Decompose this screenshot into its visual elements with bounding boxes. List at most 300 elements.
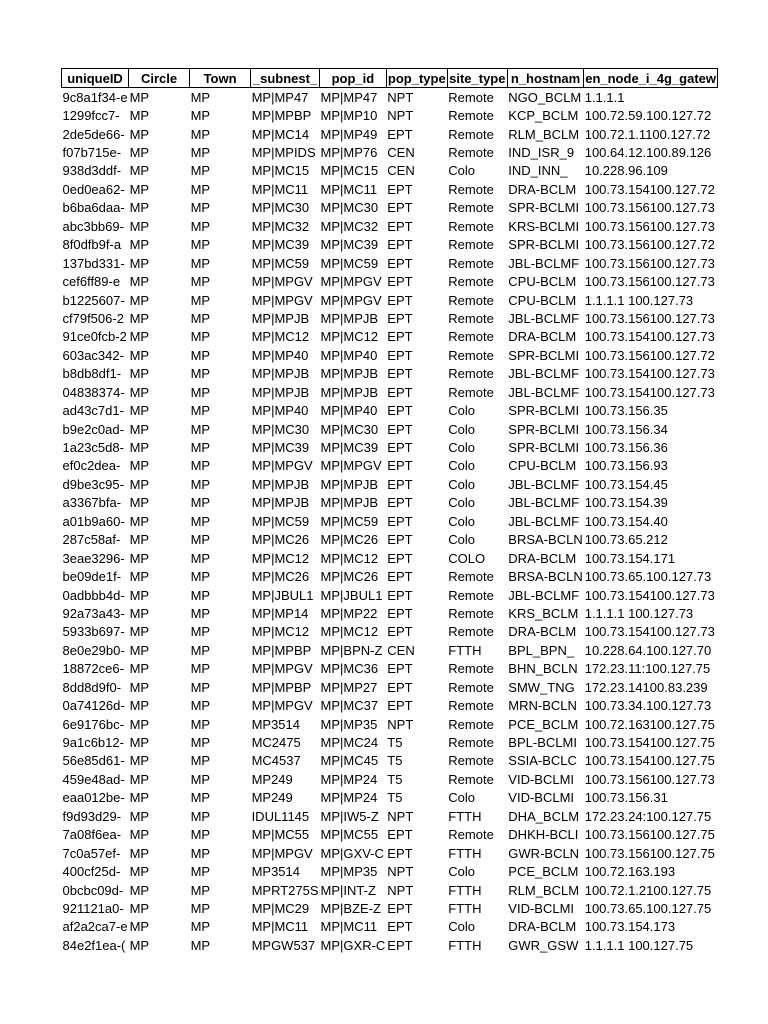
pop-id-cell[interactable]: MP|MC36 bbox=[320, 661, 379, 677]
site-type-cell[interactable]: Remote bbox=[448, 735, 494, 751]
town-cell[interactable]: MP bbox=[190, 403, 211, 419]
node-ip-gateway-cell[interactable]: 100.72.1.1100.127.72 bbox=[584, 126, 711, 142]
pop-type-cell[interactable]: EPT bbox=[387, 900, 413, 916]
pop-id-cell[interactable]: MP|MC39 bbox=[320, 440, 379, 456]
circle-cell[interactable]: MP bbox=[129, 587, 150, 603]
site-type-cell[interactable]: FTTH bbox=[448, 937, 482, 953]
pop-id-cell[interactable]: MP|GXV-C bbox=[320, 845, 384, 861]
subnest-cell[interactable]: MP3514 bbox=[251, 864, 300, 880]
node-ip-gateway-cell[interactable]: 100.73.156100.127.73 bbox=[584, 274, 715, 290]
hostname-cell[interactable]: CPU-BCLM bbox=[508, 274, 577, 290]
town-cell[interactable]: MP bbox=[190, 108, 211, 124]
site-type-cell[interactable]: Remote bbox=[448, 698, 494, 714]
subnest-cell[interactable]: MP|MP14 bbox=[251, 605, 309, 621]
pop-type-cell[interactable]: EPT bbox=[387, 937, 413, 953]
circle-cell[interactable]: MP bbox=[129, 329, 150, 345]
unique-id-cell[interactable]: 0adbbb4d- bbox=[62, 587, 125, 603]
pop-type-cell[interactable]: EPT bbox=[387, 237, 413, 253]
node-ip-gateway-cell[interactable]: 100.73.156100.127.75 bbox=[584, 827, 715, 843]
pop-type-cell[interactable]: EPT bbox=[387, 255, 413, 271]
site-type-cell[interactable]: Remote bbox=[448, 347, 494, 363]
header-circle[interactable]: Circle bbox=[129, 69, 190, 88]
subnest-cell[interactable]: IDUL1145 bbox=[251, 808, 310, 824]
hostname-cell[interactable]: VID-BCLMI bbox=[508, 771, 575, 787]
circle-cell[interactable]: MP bbox=[129, 919, 150, 935]
subnest-cell[interactable]: MP|MPJB bbox=[251, 366, 310, 382]
pop-type-cell[interactable]: EPT bbox=[387, 827, 413, 843]
hostname-cell[interactable]: IND_INN_ bbox=[508, 163, 568, 179]
hostname-cell[interactable]: BHN_BCLN bbox=[508, 661, 578, 677]
pop-type-cell[interactable]: EPT bbox=[387, 200, 413, 216]
pop-id-cell[interactable]: MP|MC12 bbox=[320, 550, 379, 566]
node-ip-gateway-cell[interactable]: 100.73.154100.127.73 bbox=[584, 384, 715, 400]
site-type-cell[interactable]: FTTH bbox=[448, 900, 482, 916]
circle-cell[interactable]: MP bbox=[129, 605, 150, 621]
circle-cell[interactable]: MP bbox=[129, 108, 150, 124]
town-cell[interactable]: MP bbox=[190, 421, 211, 437]
town-cell[interactable]: MP bbox=[190, 513, 211, 529]
circle-cell[interactable]: MP bbox=[129, 569, 150, 585]
pop-type-cell[interactable]: NPT bbox=[387, 864, 414, 880]
header-uniqueid[interactable]: uniqueID bbox=[62, 69, 129, 88]
site-type-cell[interactable]: Colo bbox=[448, 864, 476, 880]
town-cell[interactable]: MP bbox=[190, 569, 211, 585]
site-type-cell[interactable]: Remote bbox=[448, 200, 494, 216]
hostname-cell[interactable]: JBL-BCLMF bbox=[508, 255, 580, 271]
pop-id-cell[interactable]: MP|MP40 bbox=[320, 403, 378, 419]
node-ip-gateway-cell[interactable]: 100.73.65.100.127.73 bbox=[584, 569, 712, 585]
pop-type-cell[interactable]: NPT bbox=[387, 108, 414, 124]
site-type-cell[interactable]: Colo bbox=[448, 440, 476, 456]
circle-cell[interactable]: MP bbox=[129, 550, 150, 566]
subnest-cell[interactable]: MP|MPGV bbox=[251, 698, 313, 714]
hostname-cell[interactable]: VID-BCLMI bbox=[508, 790, 575, 806]
pop-id-cell[interactable]: MP|MC11 bbox=[320, 181, 378, 197]
node-ip-gateway-cell[interactable]: 100.73.156.93 bbox=[584, 458, 668, 474]
hostname-cell[interactable]: GWR-BCLN bbox=[508, 845, 580, 861]
node-ip-gateway-cell[interactable]: 100.72.59.100.127.72 bbox=[584, 108, 712, 124]
node-ip-gateway-cell[interactable]: 100.73.156.36 bbox=[584, 440, 668, 456]
site-type-cell[interactable]: COLO bbox=[448, 550, 486, 566]
pop-type-cell[interactable]: CEN bbox=[387, 642, 415, 658]
circle-cell[interactable]: MP bbox=[129, 771, 150, 787]
site-type-cell[interactable]: Colo bbox=[448, 919, 476, 935]
circle-cell[interactable]: MP bbox=[129, 845, 150, 861]
town-cell[interactable]: MP bbox=[190, 864, 211, 880]
header-pop-id[interactable]: pop_id bbox=[320, 69, 387, 88]
town-cell[interactable]: MP bbox=[190, 458, 211, 474]
pop-id-cell[interactable]: MP|MP35 bbox=[320, 716, 378, 732]
site-type-cell[interactable]: Remote bbox=[448, 679, 494, 695]
node-ip-gateway-cell[interactable]: 100.64.12.100.89.126 bbox=[584, 145, 712, 161]
town-cell[interactable]: MP bbox=[190, 310, 211, 326]
hostname-cell[interactable]: SPR-BCLMI bbox=[508, 237, 580, 253]
header-town[interactable]: Town bbox=[190, 69, 251, 88]
site-type-cell[interactable]: Remote bbox=[448, 569, 494, 585]
town-cell[interactable]: MP bbox=[190, 440, 211, 456]
circle-cell[interactable]: MP bbox=[129, 237, 150, 253]
subnest-cell[interactable]: MP|MC12 bbox=[251, 624, 310, 640]
site-type-cell[interactable]: Remote bbox=[448, 587, 494, 603]
pop-id-cell[interactable]: MP|MC59 bbox=[320, 255, 379, 271]
hostname-cell[interactable]: BPL-BCLMI bbox=[508, 735, 577, 751]
site-type-cell[interactable]: Colo bbox=[448, 495, 476, 511]
subnest-cell[interactable]: MP|MPGV bbox=[251, 292, 313, 308]
pop-type-cell[interactable]: T5 bbox=[387, 771, 403, 787]
site-type-cell[interactable]: Colo bbox=[448, 532, 476, 548]
header-pop-type[interactable]: pop_type bbox=[387, 70, 446, 86]
node-ip-gateway-cell[interactable]: 100.73.156100.127.72 bbox=[584, 237, 715, 253]
circle-cell[interactable]: MP bbox=[129, 661, 150, 677]
circle-cell[interactable]: MP bbox=[129, 440, 150, 456]
site-type-cell[interactable]: FTTH bbox=[448, 882, 482, 898]
pop-type-cell[interactable]: EPT bbox=[387, 366, 413, 382]
unique-id-cell[interactable]: b1225607- bbox=[62, 292, 125, 308]
unique-id-cell[interactable]: a01b9a60- bbox=[62, 513, 125, 529]
site-type-cell[interactable]: Remote bbox=[448, 292, 494, 308]
site-type-cell[interactable]: Colo bbox=[448, 458, 476, 474]
node-ip-gateway-cell[interactable]: 172.23.11:100.127.75 bbox=[584, 661, 711, 677]
subnest-cell[interactable]: MP|MC39 bbox=[251, 440, 310, 456]
node-ip-gateway-cell[interactable]: 100.73.156100.127.73 bbox=[584, 200, 715, 216]
hostname-cell[interactable]: PCE_BCLM bbox=[508, 716, 579, 732]
pop-id-cell[interactable]: MP|MPGV bbox=[320, 458, 382, 474]
header-node-ip-gateway[interactable]: en_node_i_4g_gatew bbox=[585, 70, 716, 86]
town-cell[interactable]: MP bbox=[190, 919, 211, 935]
hostname-cell[interactable]: JBL-BCLMF bbox=[508, 310, 580, 326]
hostname-cell[interactable]: SPR-BCLMI bbox=[508, 403, 580, 419]
unique-id-cell[interactable]: 56e85d61- bbox=[62, 753, 125, 769]
unique-id-cell[interactable]: cef6ff89-e bbox=[62, 274, 121, 290]
hostname-cell[interactable]: DHA_BCLM bbox=[508, 808, 580, 824]
circle-cell[interactable]: MP bbox=[129, 900, 150, 916]
node-ip-gateway-cell[interactable]: 172.23.24:100.127.75 bbox=[584, 808, 712, 824]
circle-cell[interactable]: MP bbox=[129, 735, 150, 751]
town-cell[interactable]: MP bbox=[190, 771, 211, 787]
unique-id-cell[interactable]: 938d3ddf- bbox=[62, 163, 122, 179]
subnest-cell[interactable]: MP|MP40 bbox=[251, 347, 309, 363]
hostname-cell[interactable]: RLM_BCLM bbox=[508, 882, 580, 898]
town-cell[interactable]: MP bbox=[190, 624, 211, 640]
subnest-cell[interactable]: MP249 bbox=[251, 771, 293, 787]
pop-type-cell[interactable]: EPT bbox=[387, 421, 413, 437]
pop-id-cell[interactable]: MP|GXR-C bbox=[320, 937, 386, 953]
circle-cell[interactable]: MP bbox=[129, 679, 150, 695]
node-ip-gateway-cell[interactable]: 100.73.154.171 bbox=[584, 550, 676, 566]
subnest-cell[interactable]: MP3514 bbox=[251, 716, 300, 732]
subnest-cell[interactable]: MP|MC39 bbox=[251, 237, 310, 253]
town-cell[interactable]: MP bbox=[190, 495, 211, 511]
circle-cell[interactable]: MP bbox=[129, 310, 150, 326]
hostname-cell[interactable]: PCE_BCLM bbox=[508, 864, 579, 880]
pop-type-cell[interactable]: EPT bbox=[387, 126, 413, 142]
pop-id-cell[interactable]: MP|MP24 bbox=[320, 771, 378, 787]
pop-id-cell[interactable]: MP|MP24 bbox=[320, 790, 378, 806]
unique-id-cell[interactable]: 84e2f1ea-( bbox=[62, 937, 126, 953]
site-type-cell[interactable]: Remote bbox=[448, 218, 494, 234]
unique-id-cell[interactable]: 287c58af- bbox=[62, 532, 121, 548]
subnest-cell[interactable]: MP|MPBP bbox=[251, 642, 312, 658]
pop-id-cell[interactable]: MP|MPJB bbox=[320, 384, 379, 400]
pop-id-cell[interactable]: MP|MP47 bbox=[320, 89, 378, 105]
subnest-cell[interactable]: MP|MPGV bbox=[251, 274, 313, 290]
circle-cell[interactable]: MP bbox=[129, 495, 150, 511]
hostname-cell[interactable]: JBL-BCLMF bbox=[508, 366, 580, 382]
node-ip-gateway-cell[interactable]: 100.72.163100.127.75 bbox=[584, 716, 715, 732]
unique-id-cell[interactable]: 04838374- bbox=[62, 384, 125, 400]
site-type-cell[interactable]: Colo bbox=[448, 476, 476, 492]
circle-cell[interactable]: MP bbox=[129, 181, 150, 197]
hostname-cell[interactable]: DRA-BCLM bbox=[508, 919, 577, 935]
pop-type-cell[interactable]: EPT bbox=[387, 605, 413, 621]
node-ip-gateway-cell[interactable]: 100.73.154.45 bbox=[584, 476, 668, 492]
hostname-cell[interactable]: JBL-BCLMF bbox=[508, 587, 580, 603]
node-ip-gateway-cell[interactable]: 1.1.1.1 100.127.73 bbox=[584, 292, 694, 308]
subnest-cell[interactable]: MP|MPGV bbox=[251, 845, 313, 861]
hostname-cell[interactable]: DRA-BCLM bbox=[508, 550, 577, 566]
site-type-cell[interactable]: Remote bbox=[448, 329, 494, 345]
subnest-cell[interactable]: MP|MC30 bbox=[251, 421, 310, 437]
pop-type-cell[interactable]: EPT bbox=[387, 587, 413, 603]
pop-id-cell[interactable]: MP|MPJB bbox=[320, 310, 379, 326]
pop-type-cell[interactable]: CEN bbox=[387, 163, 415, 179]
node-ip-gateway-cell[interactable]: 100.73.154100.127.73 bbox=[584, 624, 715, 640]
circle-cell[interactable]: MP bbox=[129, 274, 150, 290]
node-ip-gateway-cell[interactable]: 100.72.163.193 bbox=[584, 864, 676, 880]
subnest-cell[interactable]: MP|MPIDS bbox=[251, 145, 316, 161]
unique-id-cell[interactable]: af2a2ca7-e bbox=[62, 919, 128, 935]
site-type-cell[interactable]: Remote bbox=[448, 771, 494, 787]
hostname-cell[interactable]: SPR-BCLMI bbox=[508, 347, 580, 363]
node-ip-gateway-cell[interactable]: 100.73.156100.127.72 bbox=[584, 347, 715, 363]
subnest-cell[interactable]: MP|MPGV bbox=[251, 661, 313, 677]
hostname-cell[interactable]: CPU-BCLM bbox=[508, 292, 577, 308]
site-type-cell[interactable]: Remote bbox=[448, 605, 494, 621]
site-type-cell[interactable]: Remote bbox=[448, 753, 494, 769]
unique-id-cell[interactable]: 400cf25d- bbox=[62, 864, 121, 880]
node-ip-gateway-cell[interactable]: 100.73.65.100.127.75 bbox=[584, 900, 712, 916]
town-cell[interactable]: MP bbox=[190, 476, 211, 492]
unique-id-cell[interactable]: d9be3c95- bbox=[62, 476, 124, 492]
town-cell[interactable]: MP bbox=[190, 716, 211, 732]
unique-id-cell[interactable]: 7a08f6ea- bbox=[62, 827, 122, 843]
pop-type-cell[interactable]: EPT bbox=[387, 347, 413, 363]
subnest-cell[interactable]: MP|MPGV bbox=[251, 458, 313, 474]
pop-type-cell[interactable]: EPT bbox=[387, 550, 413, 566]
subnest-cell[interactable]: MP|MC11 bbox=[251, 181, 309, 197]
unique-id-cell[interactable]: 8f0dfb9f-a bbox=[62, 237, 122, 253]
pop-id-cell[interactable]: MP|MC37 bbox=[320, 698, 379, 714]
unique-id-cell[interactable]: 2de5de66- bbox=[62, 126, 125, 142]
unique-id-cell[interactable]: 6e9176bc- bbox=[62, 716, 124, 732]
town-cell[interactable]: MP bbox=[190, 808, 211, 824]
subnest-cell[interactable]: MP|MPJB bbox=[251, 495, 310, 511]
pop-type-cell[interactable]: EPT bbox=[387, 458, 413, 474]
node-ip-gateway-cell[interactable]: 100.73.156.34 bbox=[584, 421, 668, 437]
unique-id-cell[interactable]: abc3bb69- bbox=[62, 218, 124, 234]
hostname-cell[interactable]: DRA-BCLM bbox=[508, 329, 577, 345]
town-cell[interactable]: MP bbox=[190, 329, 211, 345]
pop-type-cell[interactable]: EPT bbox=[387, 698, 413, 714]
hostname-cell[interactable]: RLM_BCLM bbox=[508, 126, 580, 142]
hostname-cell[interactable]: GWR_GSW bbox=[508, 937, 579, 953]
town-cell[interactable]: MP bbox=[190, 679, 211, 695]
circle-cell[interactable]: MP bbox=[129, 790, 150, 806]
header-hostname[interactable]: n_hostnam bbox=[507, 69, 583, 88]
hostname-cell[interactable]: DRA-BCLM bbox=[508, 624, 577, 640]
node-ip-gateway-cell[interactable]: 100.73.154.173 bbox=[584, 919, 676, 935]
node-ip-gateway-cell[interactable]: 100.73.154100.127.73 bbox=[584, 587, 715, 603]
unique-id-cell[interactable]: 0a74126d- bbox=[62, 698, 125, 714]
pop-id-cell[interactable]: MP|MC24 bbox=[320, 735, 379, 751]
unique-id-cell[interactable]: b8db8df1- bbox=[62, 366, 122, 382]
town-cell[interactable]: MP bbox=[190, 366, 211, 382]
site-type-cell[interactable]: Remote bbox=[448, 827, 494, 843]
site-type-cell[interactable]: Remote bbox=[448, 237, 494, 253]
subnest-cell[interactable]: MP|MPBP bbox=[251, 108, 312, 124]
pop-id-cell[interactable]: MP|MC30 bbox=[320, 200, 379, 216]
site-type-cell[interactable]: Remote bbox=[448, 366, 494, 382]
site-type-cell[interactable]: Remote bbox=[448, 384, 494, 400]
site-type-cell[interactable]: Remote bbox=[448, 255, 494, 271]
subnest-cell[interactable]: MP|MC55 bbox=[251, 827, 310, 843]
pop-type-cell[interactable]: EPT bbox=[387, 274, 413, 290]
circle-cell[interactable]: MP bbox=[129, 200, 150, 216]
pop-id-cell[interactable]: MP|MPGV bbox=[320, 274, 382, 290]
subnest-cell[interactable]: MP|MC26 bbox=[251, 569, 310, 585]
pop-id-cell[interactable]: MP|MC26 bbox=[320, 532, 379, 548]
unique-id-cell[interactable]: 1a23c5d8- bbox=[62, 440, 124, 456]
hostname-cell[interactable]: JBL-BCLMF bbox=[508, 476, 580, 492]
pop-type-cell[interactable]: NPT bbox=[387, 716, 414, 732]
town-cell[interactable]: MP bbox=[190, 845, 211, 861]
circle-cell[interactable]: MP bbox=[129, 753, 150, 769]
pop-id-cell[interactable]: MP|MC15 bbox=[320, 163, 379, 179]
pop-type-cell[interactable]: EPT bbox=[387, 310, 413, 326]
site-type-cell[interactable]: Colo bbox=[448, 163, 476, 179]
pop-id-cell[interactable]: MP|MP76 bbox=[320, 145, 378, 161]
pop-type-cell[interactable]: CEN bbox=[387, 145, 415, 161]
town-cell[interactable]: MP bbox=[190, 200, 211, 216]
site-type-cell[interactable]: Remote bbox=[448, 126, 494, 142]
circle-cell[interactable]: MP bbox=[129, 347, 150, 363]
subnest-cell[interactable]: MP|MC12 bbox=[251, 329, 310, 345]
site-type-cell[interactable]: Remote bbox=[448, 181, 494, 197]
town-cell[interactable]: MP bbox=[190, 292, 211, 308]
site-type-cell[interactable]: Remote bbox=[448, 89, 494, 105]
town-cell[interactable]: MP bbox=[190, 89, 211, 105]
pop-type-cell[interactable]: EPT bbox=[387, 624, 413, 640]
hostname-cell[interactable]: JBL-BCLMF bbox=[508, 384, 580, 400]
circle-cell[interactable]: MP bbox=[129, 292, 150, 308]
pop-type-cell[interactable]: EPT bbox=[387, 569, 413, 585]
hostname-cell[interactable]: SPR-BCLMI bbox=[508, 440, 580, 456]
circle-cell[interactable]: MP bbox=[129, 218, 150, 234]
pop-type-cell[interactable]: EPT bbox=[387, 181, 413, 197]
node-ip-gateway-cell[interactable]: 100.73.154100.127.73 bbox=[584, 329, 715, 345]
pop-type-cell[interactable]: T5 bbox=[387, 753, 403, 769]
unique-id-cell[interactable]: 921121a0- bbox=[62, 900, 124, 916]
subnest-cell[interactable]: MP|MC26 bbox=[251, 532, 310, 548]
unique-id-cell[interactable]: 18872ce6- bbox=[62, 661, 124, 677]
pop-id-cell[interactable]: MP|MPGV bbox=[320, 292, 382, 308]
header-subnest[interactable]: _subnest_ bbox=[251, 69, 320, 88]
site-type-cell[interactable]: Remote bbox=[448, 716, 494, 732]
hostname-cell[interactable]: MRN-BCLN bbox=[508, 698, 577, 714]
circle-cell[interactable]: MP bbox=[129, 808, 150, 824]
node-ip-gateway-cell[interactable]: 100.73.154100.127.72 bbox=[584, 181, 715, 197]
circle-cell[interactable]: MP bbox=[129, 126, 150, 142]
pop-type-cell[interactable]: NPT bbox=[387, 882, 414, 898]
hostname-cell[interactable]: IND_ISR_9 bbox=[508, 145, 575, 161]
pop-id-cell[interactable]: MP|MPJB bbox=[320, 476, 379, 492]
site-type-cell[interactable]: FTTH bbox=[448, 845, 482, 861]
site-type-cell[interactable]: Colo bbox=[448, 421, 476, 437]
unique-id-cell[interactable]: 459e48ad- bbox=[62, 771, 125, 787]
unique-id-cell[interactable]: f07b715e- bbox=[62, 145, 122, 161]
site-type-cell[interactable]: Colo bbox=[448, 790, 476, 806]
subnest-cell[interactable]: MP|MC30 bbox=[251, 200, 310, 216]
circle-cell[interactable]: MP bbox=[129, 421, 150, 437]
subnest-cell[interactable]: MP|JBUL1 bbox=[251, 587, 314, 603]
site-type-cell[interactable]: Colo bbox=[448, 403, 476, 419]
pop-id-cell[interactable]: MP|BZE-Z bbox=[320, 900, 381, 916]
node-ip-gateway-cell[interactable]: 10.228.96.109 bbox=[584, 163, 668, 179]
unique-id-cell[interactable]: b9e2c0ad- bbox=[62, 421, 124, 437]
pop-id-cell[interactable]: MP|MPJB bbox=[320, 366, 379, 382]
pop-id-cell[interactable]: MP|MC30 bbox=[320, 421, 379, 437]
unique-id-cell[interactable]: f9d93d29- bbox=[62, 808, 122, 824]
pop-type-cell[interactable]: EPT bbox=[387, 218, 413, 234]
node-ip-gateway-cell[interactable]: 100.73.154100.127.73 bbox=[584, 366, 715, 382]
header-site-type[interactable]: site_type bbox=[449, 70, 506, 86]
subnest-cell[interactable]: MC4537 bbox=[251, 753, 301, 769]
site-type-cell[interactable]: Remote bbox=[448, 145, 494, 161]
node-ip-gateway-cell[interactable]: 100.73.156100.127.75 bbox=[584, 845, 715, 861]
pop-type-cell[interactable]: EPT bbox=[387, 532, 413, 548]
unique-id-cell[interactable]: cf79f506-2 bbox=[62, 310, 124, 326]
subnest-cell[interactable]: MP|MC11 bbox=[251, 919, 309, 935]
town-cell[interactable]: MP bbox=[190, 237, 211, 253]
circle-cell[interactable]: MP bbox=[129, 532, 150, 548]
subnest-cell[interactable]: MP|MC14 bbox=[251, 126, 310, 142]
town-cell[interactable]: MP bbox=[190, 163, 211, 179]
town-cell[interactable]: MP bbox=[190, 145, 211, 161]
site-type-cell[interactable]: Colo bbox=[448, 513, 476, 529]
subnest-cell[interactable]: MP|MP47 bbox=[251, 89, 309, 105]
town-cell[interactable]: MP bbox=[190, 642, 211, 658]
circle-cell[interactable]: MP bbox=[129, 458, 150, 474]
circle-cell[interactable]: MP bbox=[129, 642, 150, 658]
pop-id-cell[interactable]: MP|MC55 bbox=[320, 827, 379, 843]
circle-cell[interactable]: MP bbox=[129, 513, 150, 529]
site-type-cell[interactable]: Remote bbox=[448, 310, 494, 326]
hostname-cell[interactable]: KCP_BCLM bbox=[508, 108, 579, 124]
node-ip-gateway-cell[interactable]: 100.73.154100.127.75 bbox=[584, 753, 715, 769]
node-ip-gateway-cell[interactable]: 100.73.154.40 bbox=[584, 513, 668, 529]
pop-id-cell[interactable]: MP|MP35 bbox=[320, 864, 378, 880]
pop-id-cell[interactable]: MP|INT-Z bbox=[320, 882, 376, 898]
pop-id-cell[interactable]: MP|MC45 bbox=[320, 753, 379, 769]
node-ip-gateway-cell[interactable]: 100.73.154.39 bbox=[584, 495, 668, 511]
unique-id-cell[interactable]: b6ba6daa- bbox=[62, 200, 125, 216]
pop-type-cell[interactable]: EPT bbox=[387, 292, 413, 308]
unique-id-cell[interactable]: be09de1f- bbox=[62, 569, 122, 585]
town-cell[interactable]: MP bbox=[190, 753, 211, 769]
pop-id-cell[interactable]: MP|MC39 bbox=[320, 237, 379, 253]
node-ip-gateway-cell[interactable]: 100.73.156.31 bbox=[584, 790, 668, 806]
pop-id-cell[interactable]: MP|BPN-Z bbox=[320, 642, 383, 658]
